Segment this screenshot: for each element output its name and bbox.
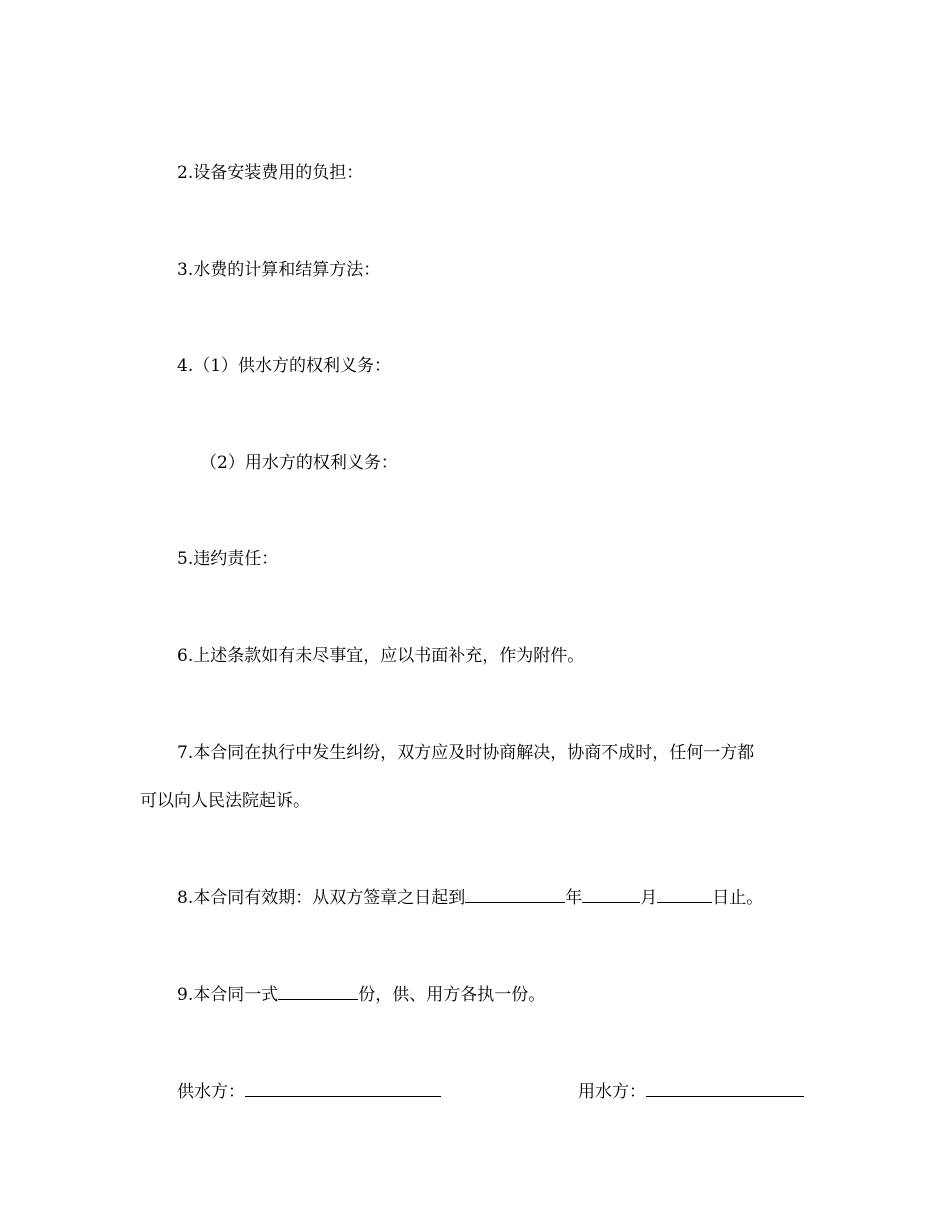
clause-8-month: 月 — [640, 888, 658, 908]
clause-7-line-1: 7.本合同在执行中发生纠纷，双方应及时协商解决，协商不成时，任何一方都 — [177, 743, 755, 763]
supplier-label: 供水方： — [177, 1082, 245, 1102]
copies-blank[interactable] — [278, 983, 358, 1000]
supplier-signature-blank[interactable] — [245, 1080, 441, 1097]
clause-9-suffix: 份，供、用方各执一份。 — [358, 985, 546, 1005]
supplier-signature — [177, 1080, 441, 1103]
clause-4-1: 4.（1）供水方的权利义务： — [177, 356, 392, 376]
clause-9 — [177, 983, 545, 1006]
clause-3: 3.水费的计算和结算方法： — [177, 260, 381, 280]
user-signature — [578, 1080, 804, 1103]
clause-4-2: （2）用水方的权利义务： — [200, 453, 398, 473]
user-signature-blank[interactable] — [646, 1080, 804, 1097]
end-day-blank[interactable] — [657, 886, 712, 903]
clause-8-year: 年 — [565, 888, 583, 908]
clause-6: 6.上述条款如有未尽事宜，应以书面补充，作为附件。 — [177, 646, 585, 666]
user-label: 用水方： — [578, 1082, 646, 1102]
clause-9-prefix: 9.本合同一式 — [177, 985, 279, 1005]
clause-8-day-end: 日止。 — [712, 888, 764, 908]
clause-2: 2.设备安装费用的负担： — [177, 163, 364, 183]
end-year-blank[interactable] — [465, 886, 565, 903]
clause-8-prefix: 8.本合同有效期：从双方签章之日起到 — [177, 888, 466, 908]
clause-8 — [177, 886, 763, 909]
clause-5: 5.违约责任： — [177, 549, 279, 569]
end-month-blank[interactable] — [582, 886, 640, 903]
clause-7-line-2: 可以向人民法院起诉。 — [140, 791, 310, 811]
